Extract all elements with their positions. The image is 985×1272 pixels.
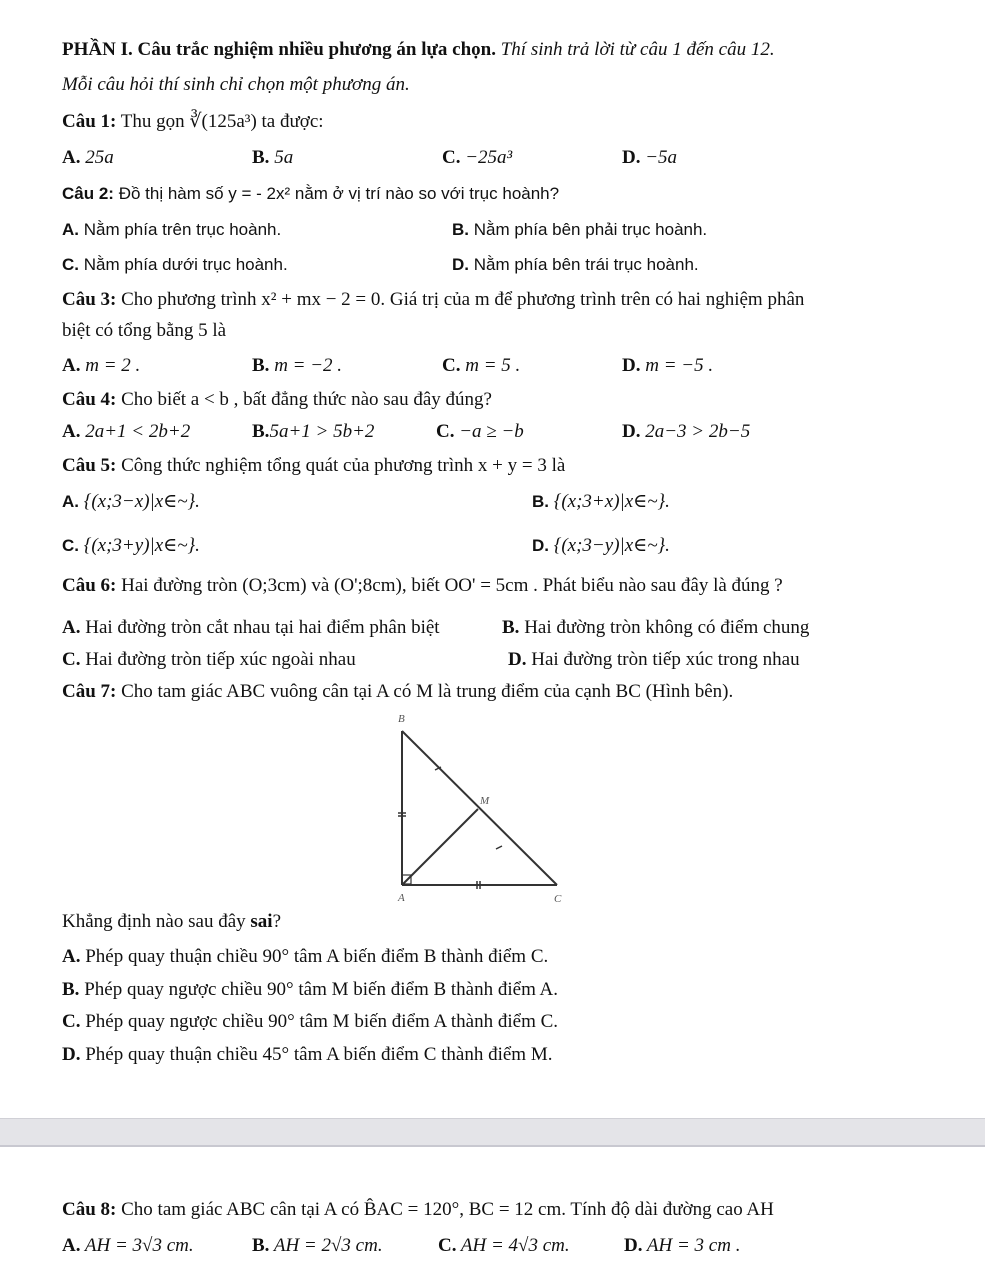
option-a[interactable] xyxy=(62,354,140,378)
option-text: AH = 2√3 cm. xyxy=(269,1235,383,1256)
option-text: Phép quay thuận chiều 45° tâm A biến điểm C thành điểm M. xyxy=(80,1044,553,1065)
option-a[interactable] xyxy=(62,490,200,514)
option-a[interactable] xyxy=(62,420,190,444)
option-c[interactable] xyxy=(436,420,524,444)
option-text: AH = 3√3 cm. xyxy=(80,1235,194,1256)
option-letter: D. xyxy=(62,1044,81,1065)
option-text: m = 5 . xyxy=(460,355,521,376)
option-c[interactable] xyxy=(442,146,512,170)
option-letter: A. xyxy=(62,355,81,376)
option-letter: A. xyxy=(62,1235,81,1256)
option-d[interactable] xyxy=(62,1043,552,1067)
option-text: 2a+1 < 2b+2 xyxy=(80,421,191,442)
option-text: {(x;3−y)|x∈~}. xyxy=(549,535,670,556)
option-text: 25a xyxy=(80,147,114,168)
question-4 xyxy=(62,388,492,412)
option-text: Nằm phía trên trục hoành. xyxy=(79,220,282,239)
option-text: 5a+1 > 5b+2 xyxy=(269,421,375,442)
option-letter: A. xyxy=(62,492,79,511)
option-letter: D. xyxy=(532,536,549,555)
option-text: Hai đường tròn không có điểm chung xyxy=(519,617,810,638)
option-letter: B. xyxy=(532,492,549,511)
option-text: m = −5 . xyxy=(640,355,714,376)
question-label: Câu 2: xyxy=(62,184,114,203)
option-letter: A. xyxy=(62,147,81,168)
option-d[interactable] xyxy=(622,354,713,378)
question-label: Câu 5: xyxy=(62,455,117,476)
option-letter: C. xyxy=(436,421,455,442)
option-letter: B. xyxy=(252,1235,270,1256)
option-c[interactable] xyxy=(62,648,356,672)
option-a[interactable] xyxy=(62,218,281,242)
option-b[interactable] xyxy=(252,1234,383,1258)
option-text: Hai đường tròn tiếp xúc trong nhau xyxy=(526,649,800,670)
option-text: Phép quay ngược chiều 90° tâm M biến điểm B thành điểm A. xyxy=(79,979,559,1000)
option-d[interactable] xyxy=(452,253,699,277)
label-m: M xyxy=(480,795,490,807)
question-text: Cho biết a < b , bất đẳng thức nào sau đây đúng? xyxy=(116,389,492,410)
question-label: Câu 3: xyxy=(62,289,117,310)
question-text: Thu gọn ∛(125a³) ta được: xyxy=(116,111,324,132)
option-text: Nằm phía bên phải trục hoành. xyxy=(469,220,708,239)
option-b[interactable] xyxy=(502,616,809,640)
option-letter: C. xyxy=(62,536,79,555)
question-text: Cho phương trình x² + mx − 2 = 0. Giá trị của m để phương trình trên có hai nghiệm phân xyxy=(116,289,805,310)
option-letter: D. xyxy=(622,147,641,168)
question-label: Câu 6: xyxy=(62,575,117,596)
question-label: Câu 4: xyxy=(62,389,117,410)
question-label: Câu 7: xyxy=(62,681,117,702)
option-letter: D. xyxy=(622,421,641,442)
option-d[interactable] xyxy=(624,1234,740,1258)
option-b[interactable] xyxy=(532,490,670,514)
option-c[interactable] xyxy=(438,1234,570,1258)
option-letter: D. xyxy=(452,255,469,274)
question-2 xyxy=(62,182,559,206)
option-letter: B. xyxy=(502,617,520,638)
question-6 xyxy=(62,574,783,598)
question-7-prompt xyxy=(62,910,281,934)
option-letter: C. xyxy=(438,1235,457,1256)
option-letter: C. xyxy=(442,147,461,168)
option-d[interactable] xyxy=(532,534,670,558)
median-am xyxy=(402,809,478,885)
label-c: C xyxy=(554,893,562,905)
label-b: B xyxy=(398,713,405,725)
triangle-figure xyxy=(380,705,580,905)
option-text: {(x;3+y)|x∈~}. xyxy=(79,535,200,556)
question-label: Câu 1: xyxy=(62,111,117,132)
part-title xyxy=(62,38,775,62)
part-title-instructions: Thí sinh trả lời từ câu 1 đến câu 12. xyxy=(495,39,775,60)
option-text: Phép quay ngược chiều 90° tâm M biến điểm A thành điểm C. xyxy=(80,1011,559,1032)
option-text: m = −2 . xyxy=(269,355,343,376)
option-d[interactable] xyxy=(622,420,750,444)
option-letter: B. xyxy=(452,220,469,239)
option-letter: C. xyxy=(62,255,79,274)
question-1 xyxy=(62,110,324,134)
option-text: m = 2 . xyxy=(80,355,141,376)
question-label: Câu 8: xyxy=(62,1199,117,1220)
option-letter: C. xyxy=(442,355,461,376)
option-letter: D. xyxy=(624,1235,643,1256)
question-7 xyxy=(62,680,733,704)
question-5 xyxy=(62,454,565,478)
part-title-bold: PHẦN I. Câu trắc nghiệm nhiều phương án lựa chọn. xyxy=(62,39,496,60)
option-c[interactable] xyxy=(62,253,288,277)
part-subtitle xyxy=(62,73,410,97)
option-b[interactable] xyxy=(252,420,374,444)
prompt-emphasis: sai xyxy=(250,911,273,932)
option-b[interactable] xyxy=(452,218,707,242)
option-text: Nằm phía bên trái trục hoành. xyxy=(469,255,699,274)
option-a[interactable] xyxy=(62,616,440,640)
option-a[interactable] xyxy=(62,1234,194,1258)
option-letter: C. xyxy=(62,649,81,670)
question-text: Đồ thị hàm số y = - 2x² nằm ở vị trí nào so với trục hoành? xyxy=(113,184,560,203)
option-a[interactable] xyxy=(62,146,114,170)
option-letter: A. xyxy=(62,220,79,239)
question-text: Công thức nghiệm tổng quát của phương trình x + y = 3 là xyxy=(116,455,566,476)
option-b[interactable] xyxy=(252,146,293,170)
question-text: Hai đường tròn (O;3cm) và (O';8cm), biết OO' = 5cm . Phát biểu nào sau đây là đúng ? xyxy=(116,575,783,596)
option-letter: D. xyxy=(508,649,527,670)
prompt-end: ? xyxy=(272,911,282,932)
question-8 xyxy=(62,1198,774,1222)
option-text: Hai đường tròn tiếp xúc ngoài nhau xyxy=(80,649,356,670)
option-b[interactable] xyxy=(252,354,342,378)
question-text: Cho tam giác ABC vuông cân tại A có M là trung điểm của cạnh BC (Hình bên). xyxy=(116,681,734,702)
option-text: −a ≥ −b xyxy=(454,421,524,442)
prompt-text: Khẳng định nào sau đây xyxy=(62,911,251,932)
option-text: AH = 4√3 cm. xyxy=(456,1235,570,1256)
option-text: {(x;3+x)|x∈~}. xyxy=(549,491,670,512)
option-text: {(x;3−x)|x∈~}. xyxy=(79,491,200,512)
page-break xyxy=(0,1118,985,1147)
option-letter: A. xyxy=(62,617,81,638)
question-3 xyxy=(62,288,804,312)
option-d[interactable] xyxy=(622,146,677,170)
label-a: A xyxy=(398,892,405,904)
option-text: Nằm phía dưới trục hoành. xyxy=(79,255,288,274)
option-c[interactable] xyxy=(62,1010,558,1034)
option-letter: D. xyxy=(622,355,641,376)
question-text: biệt có tổng bằng 5 là xyxy=(62,320,227,341)
option-text: −5a xyxy=(640,147,678,168)
option-letter: B. xyxy=(252,421,270,442)
option-letter: C. xyxy=(62,1011,81,1032)
question-3-cont xyxy=(62,319,226,343)
option-text: −25a³ xyxy=(460,147,513,168)
option-a[interactable] xyxy=(62,945,548,969)
option-b[interactable] xyxy=(62,978,558,1002)
option-letter: B. xyxy=(252,355,270,376)
option-letter: B. xyxy=(252,147,270,168)
option-d[interactable] xyxy=(508,648,800,672)
question-text: Cho tam giác ABC cân tại A có B̂AC = 120°, BC = 12 cm. Tính độ dài đường cao AH xyxy=(116,1199,774,1220)
option-letter: B. xyxy=(62,979,80,1000)
option-letter: A. xyxy=(62,421,81,442)
option-text: 5a xyxy=(269,147,294,168)
option-c[interactable] xyxy=(62,534,200,558)
option-text: Phép quay thuận chiều 90° tâm A biến điểm B thành điểm C. xyxy=(80,946,549,967)
option-text: Hai đường tròn cắt nhau tại hai điểm phân biệt xyxy=(80,617,440,638)
option-c[interactable] xyxy=(442,354,520,378)
option-text: 2a−3 > 2b−5 xyxy=(640,421,751,442)
part-subtitle-text: Mỗi câu hỏi thí sinh chỉ chọn một phương án. xyxy=(62,74,410,95)
option-letter: A. xyxy=(62,946,81,967)
option-text: AH = 3 cm . xyxy=(642,1235,741,1256)
